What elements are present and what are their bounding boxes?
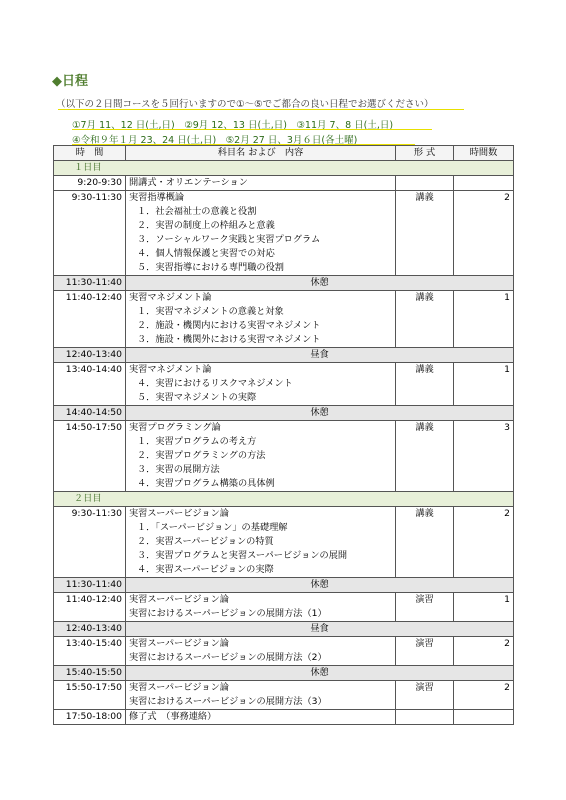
session-topic: 実習におけるスーパービジョンの展開方法（3） bbox=[129, 696, 327, 707]
session-topic: ３．実習の展開方法 bbox=[137, 464, 220, 475]
break-time: 12:40-13:40 bbox=[54, 348, 126, 363]
session-row bbox=[54, 507, 514, 578]
break-time: 11:30-11:40 bbox=[54, 578, 126, 593]
session-content bbox=[126, 176, 396, 191]
course-dates-line-2: ④令和９年１月 23、24 日(土,日) ⑤2月 27 日、3月６日(各土曜) bbox=[72, 135, 358, 146]
session-format: 講義 bbox=[396, 421, 454, 492]
session-topic: ３．ソーシャルワーク実践と実習プログラム bbox=[137, 234, 321, 245]
session-hours: 1 bbox=[454, 363, 514, 406]
note-underline bbox=[58, 109, 464, 110]
session-time: 9:30-11:30 bbox=[54, 507, 126, 578]
session-content bbox=[126, 363, 396, 406]
break-row bbox=[54, 666, 514, 681]
session-title: 開講式・オリエンテーション bbox=[129, 177, 248, 188]
session-topic: ５．実習指導における専門職の役割 bbox=[137, 262, 284, 273]
session-title: 実習マネジメント論 bbox=[129, 364, 212, 375]
session-hours: 2 bbox=[454, 637, 514, 666]
break-time: 11:30-11:40 bbox=[54, 276, 126, 291]
break-time: 15:40-15:50 bbox=[54, 666, 126, 681]
session-topic: ４．個人情報保護と実習での対応 bbox=[137, 248, 275, 259]
day-1-row bbox=[54, 161, 514, 176]
header-hours: 時間数 bbox=[454, 146, 514, 161]
session-title: 実習スーパービジョン論 bbox=[129, 594, 229, 605]
session-content bbox=[126, 507, 396, 578]
session-topic: 実習におけるスーパービジョンの展開方法（2） bbox=[129, 652, 327, 663]
section-heading: ◆日程 bbox=[52, 74, 88, 89]
session-topic: ３．実習プログラムと実習スーパービジョンの展開 bbox=[137, 550, 348, 561]
session-hours: 2 bbox=[454, 681, 514, 710]
session-title: 実習スーパービジョン論 bbox=[129, 508, 229, 519]
header-time: 時 間 bbox=[54, 146, 126, 161]
session-topic: ５．実習マネジメントの実際 bbox=[137, 392, 257, 403]
session-row bbox=[54, 176, 514, 191]
session-topic: １．実習マネジメントの意義と対象 bbox=[137, 306, 284, 317]
break-row bbox=[54, 622, 514, 637]
session-hours: 2 bbox=[454, 191, 514, 276]
break-label: 休憩 bbox=[126, 276, 514, 291]
break-label: 昼食 bbox=[126, 622, 514, 637]
session-time: 17:50-18:00 bbox=[54, 710, 126, 725]
day-2-label: ２日目 bbox=[54, 492, 514, 507]
session-format: 講義 bbox=[396, 507, 454, 578]
session-content bbox=[126, 593, 396, 622]
session-row bbox=[54, 291, 514, 348]
session-time: 14:50-17:50 bbox=[54, 421, 126, 492]
session-format: 演習 bbox=[396, 681, 454, 710]
session-row bbox=[54, 637, 514, 666]
session-topic: １．実習プログラムの考え方 bbox=[137, 436, 257, 447]
session-topic: １．「スーパービジョン」の基礎理解 bbox=[137, 522, 288, 533]
day-1-label: １日目 bbox=[54, 161, 514, 176]
session-title: 実習スーパービジョン論 bbox=[129, 638, 229, 649]
session-hours: 1 bbox=[454, 593, 514, 622]
session-row bbox=[54, 593, 514, 622]
session-format: 講義 bbox=[396, 191, 454, 276]
break-label: 休憩 bbox=[126, 666, 514, 681]
session-row bbox=[54, 191, 514, 276]
dates-underline-1 bbox=[72, 129, 432, 130]
session-topic: ４．実習スーパービジョンの実際 bbox=[137, 564, 274, 575]
session-time: 11:40-12:40 bbox=[54, 593, 126, 622]
session-time: 11:40-12:40 bbox=[54, 291, 126, 348]
session-hours: 1 bbox=[454, 291, 514, 348]
session-time: 15:50-17:50 bbox=[54, 681, 126, 710]
break-time: 12:40-13:40 bbox=[54, 622, 126, 637]
break-label: 休憩 bbox=[126, 578, 514, 593]
session-time: 9:30-11:30 bbox=[54, 191, 126, 276]
session-format: 演習 bbox=[396, 593, 454, 622]
break-row bbox=[54, 406, 514, 421]
session-content bbox=[126, 291, 396, 348]
break-time: 14:40-14:50 bbox=[54, 406, 126, 421]
session-format: 演習 bbox=[396, 637, 454, 666]
session-topic: ３．施設・機関外における実習マネジメント bbox=[137, 334, 321, 345]
break-row bbox=[54, 578, 514, 593]
session-hours: 2 bbox=[454, 507, 514, 578]
session-topic: １．社会福祉士の意義と役割 bbox=[137, 206, 257, 217]
session-hours bbox=[454, 710, 514, 725]
session-topic: ２．実習スーパービジョンの特質 bbox=[137, 536, 274, 547]
session-title: 実習プログラミング論 bbox=[129, 422, 221, 433]
session-topic: ４．実習におけるリスクマネジメント bbox=[137, 378, 293, 389]
session-topic: 実習におけるスーパービジョンの展開方法（1） bbox=[129, 608, 327, 619]
schedule-table bbox=[53, 145, 514, 725]
session-hours bbox=[454, 176, 514, 191]
session-content bbox=[126, 191, 396, 276]
session-topic: ４．実習プログラム構築の具体例 bbox=[137, 478, 275, 489]
break-label: 昼食 bbox=[126, 348, 514, 363]
break-row bbox=[54, 348, 514, 363]
session-title: 実習指導概論 bbox=[129, 192, 185, 203]
course-dates-line-1: ①7月 11、12 日(土,日) ②9月 12、13 日(土,日) ③11月 7、8 日(土,日) bbox=[72, 120, 394, 131]
session-topic: ２．実習プログラミングの方法 bbox=[137, 450, 266, 461]
session-format: 講義 bbox=[396, 291, 454, 348]
session-row bbox=[54, 363, 514, 406]
break-row bbox=[54, 276, 514, 291]
session-title: 実習スーパービジョン論 bbox=[129, 682, 229, 693]
header-row bbox=[54, 146, 514, 161]
session-hours: 3 bbox=[454, 421, 514, 492]
session-content bbox=[126, 681, 396, 710]
break-label: 休憩 bbox=[126, 406, 514, 421]
session-time: 9:20-9:30 bbox=[54, 176, 126, 191]
session-format bbox=[396, 176, 454, 191]
session-title: 修了式 （事務連絡） bbox=[129, 711, 217, 722]
session-time: 13:40-15:40 bbox=[54, 637, 126, 666]
session-row bbox=[54, 710, 514, 725]
session-topic: ２．実習の制度上の枠組みと意義 bbox=[137, 220, 275, 231]
session-row bbox=[54, 681, 514, 710]
session-title: 実習マネジメント論 bbox=[129, 292, 212, 303]
selection-note: （以下の２日間コースを５回行いますので①～⑤でご都合の良い日程でお選びください） bbox=[56, 99, 434, 110]
header-subject: 科目名 および 内容 bbox=[126, 146, 396, 161]
session-format: 講義 bbox=[396, 363, 454, 406]
header-format: 形 式 bbox=[396, 146, 454, 161]
session-content bbox=[126, 421, 396, 492]
session-content bbox=[126, 637, 396, 666]
session-topic: ２．施設・機関内における実習マネジメント bbox=[137, 320, 321, 331]
session-time: 13:40-14:40 bbox=[54, 363, 126, 406]
session-content bbox=[126, 710, 396, 725]
session-format bbox=[396, 710, 454, 725]
day-2-row bbox=[54, 492, 514, 507]
session-row bbox=[54, 421, 514, 492]
